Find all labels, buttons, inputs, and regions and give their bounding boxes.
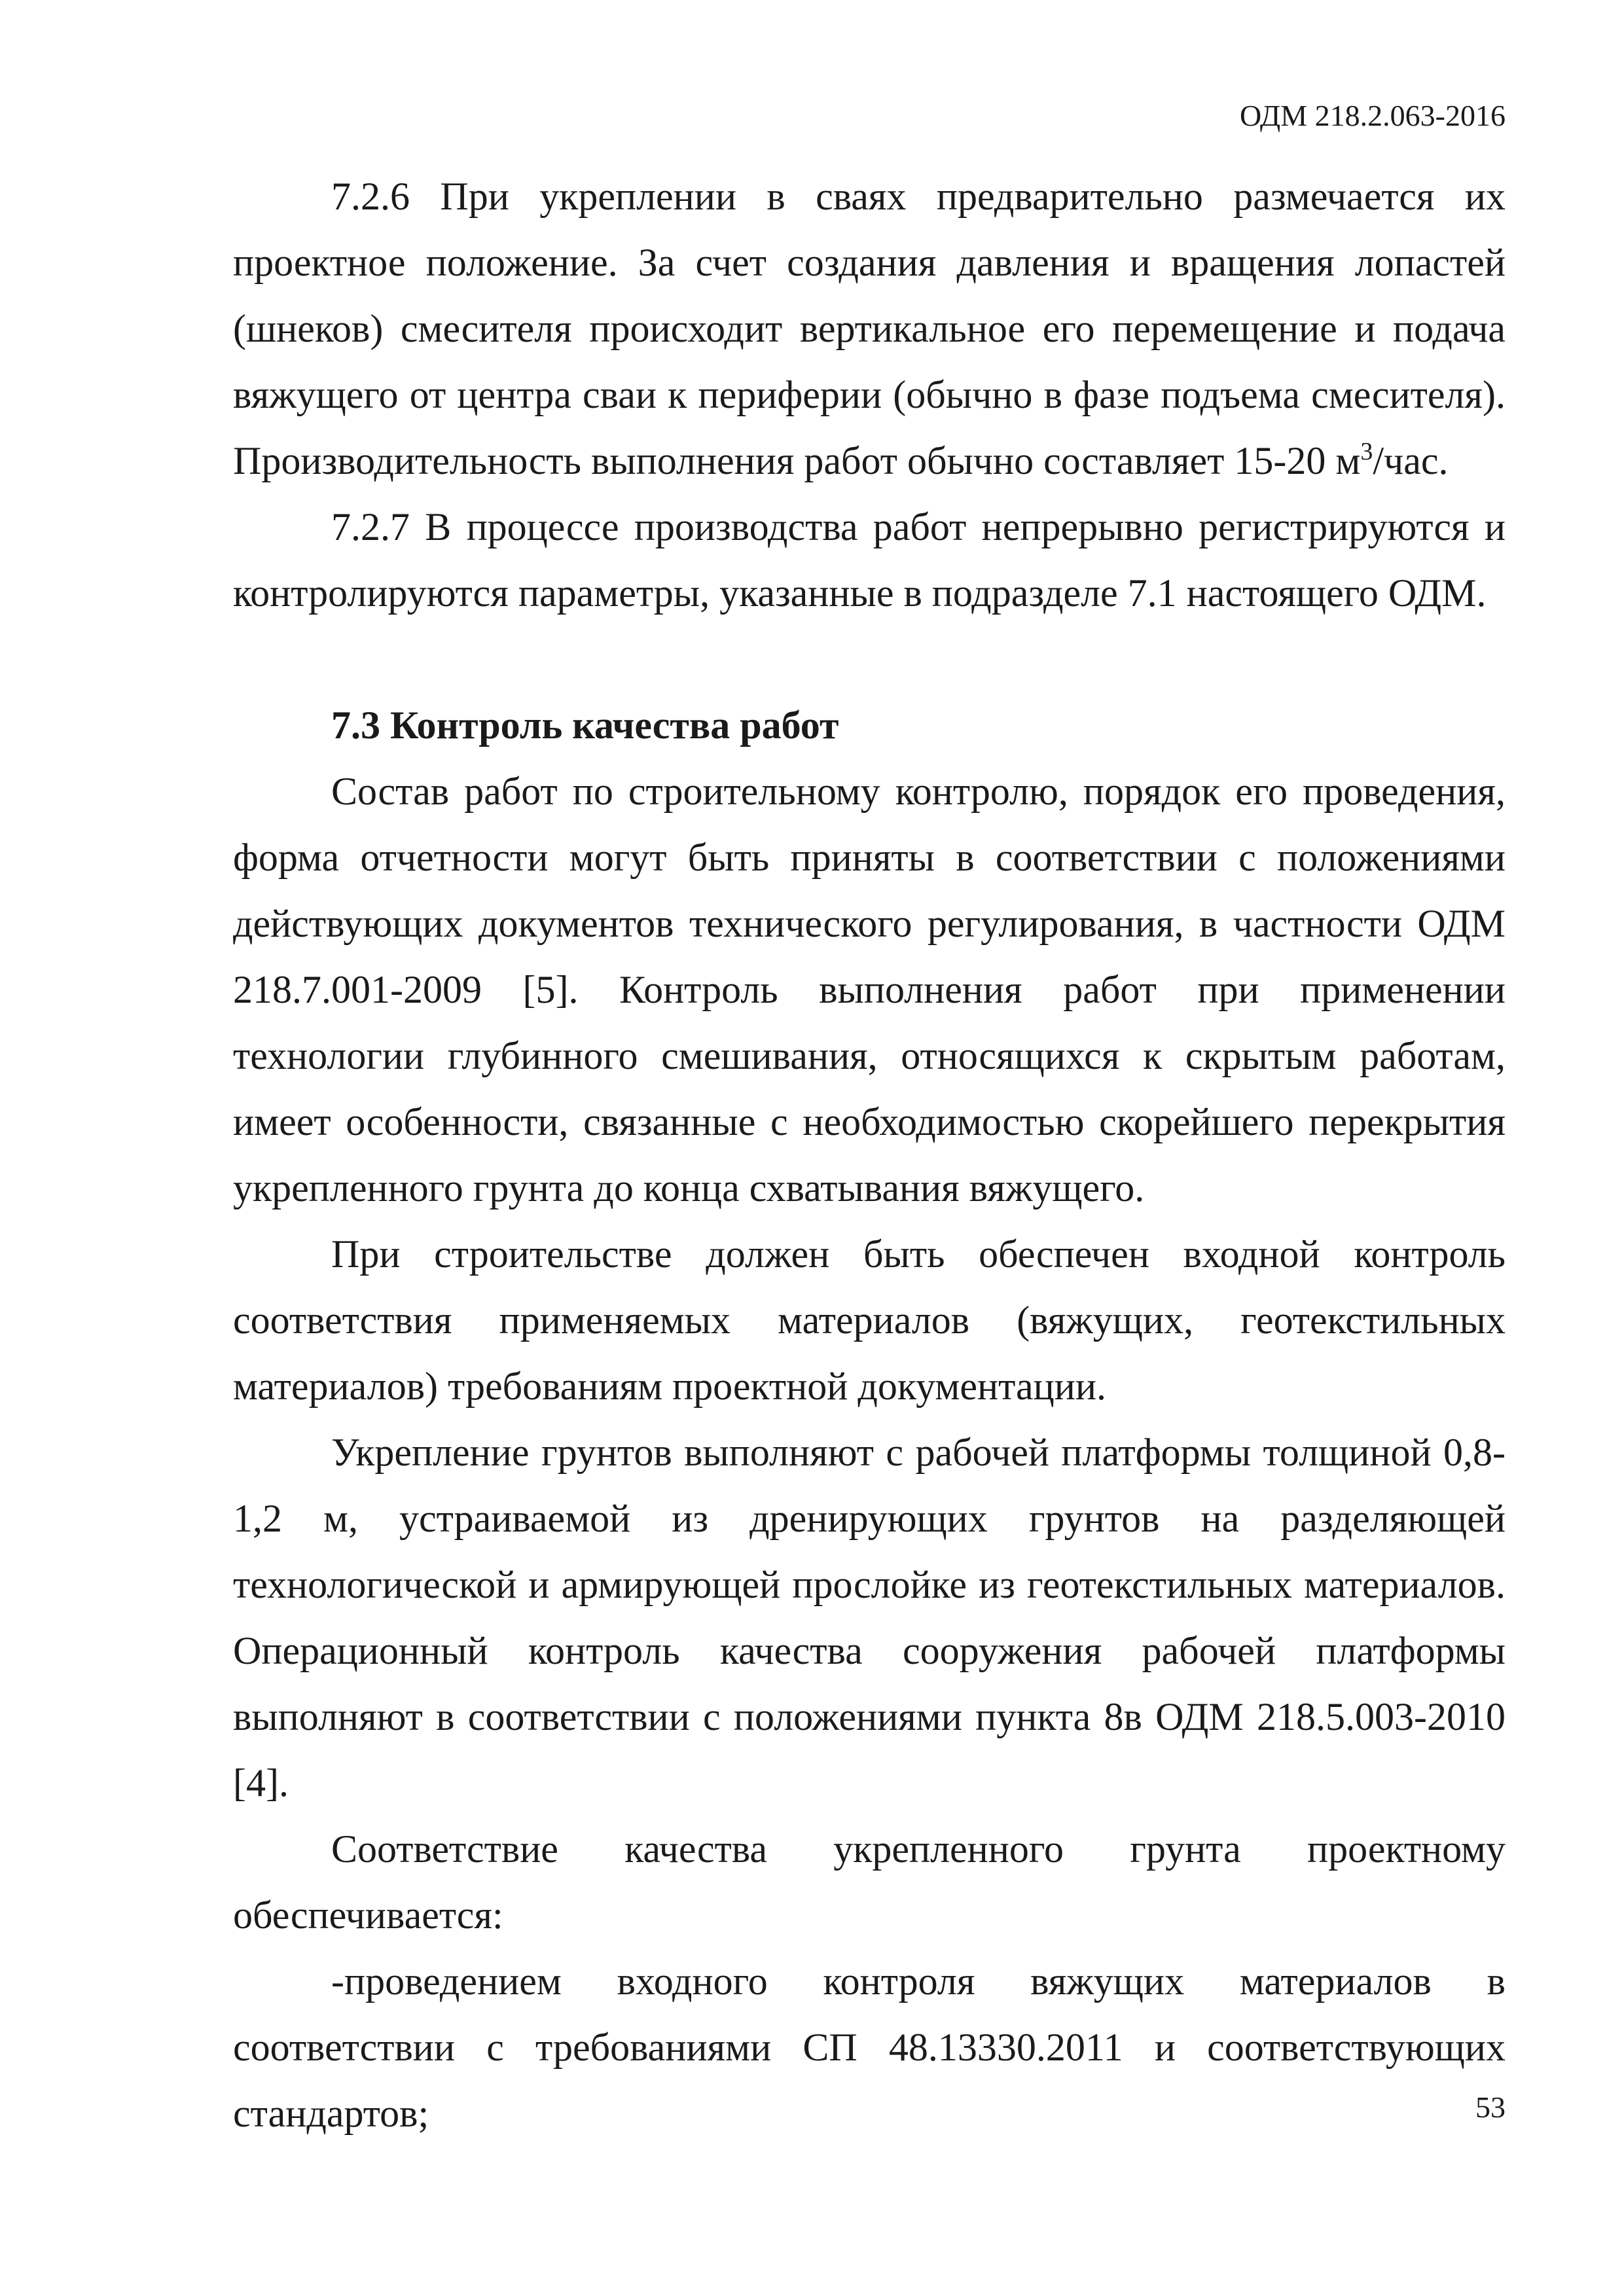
paragraph-7-2-6 [233, 164, 1506, 494]
paragraph-7-2-7: 7.2.7 В процессе производства работ непрерывно регистрируются и контролируются параметры, указанные в подразделе 7.1 настоящего ОДМ. [233, 505, 1506, 615]
section-spacer [233, 626, 1506, 692]
page-number: 53 [1475, 2090, 1506, 2124]
paragraph-input-control: При строительстве должен быть обеспечен входной контроль соответствия применяемых материалов (вяжущих, геотекстильных материалов) требованиям проектной документации. [233, 1232, 1506, 1408]
document-code-header: ОДМ 218.2.063-2016 [1239, 99, 1506, 132]
paragraph-control-composition: Состав работ по строительному контролю, порядок его проведения, форма отчетности могут быть приняты в соответствии с положениями действующих документов технического регулирования, в частности ОДМ 218.7.001-2009 [5]. Контроль выполнения работ при применении технологии глубинного смешивания, относящихся к скрытым работам, имеет особенности, связанные с необходимостью скорейшего перекрытия укрепленного грунта до конца схватывания вяжущего. [233, 770, 1506, 1210]
document-body [233, 164, 1506, 2147]
paragraph-7-2-6-unit: /час. [1373, 439, 1449, 482]
section-heading-7-3: 7.3 Контроль качества работ [331, 704, 839, 747]
document-page [233, 0, 1506, 2296]
paragraph-working-platform: Укрепление грунтов выполняют с рабочей платформы толщиной 0,8-1,2 м, устраиваемой из дренирующих грунтов на разделяющей технологической и армирующей прослойке из геотекстильных материалов. Операционный контроль качества сооружения рабочей платформы выполняют в соответствии с положениями пункта 8в ОДМ 218.5.003-2010 [4]. [233, 1431, 1506, 1804]
list-item-input-control: -проведением входного контроля вяжущих материалов в соответствии с требованиями СП 48.13330.2011 и соответствующих стандартов; [233, 1960, 1506, 2135]
paragraph-7-2-6-text: 7.2.6 При укреплении в сваях предварительно размечается их проектное положение. За счет создания давления и вращения лопастей (шнеков) смесителя происходит вертикальное его перемещение и подача вяжущего от центра сваи к периферии (обычно в фазе подъема смесителя). Производительность выполнения работ обычно составляет 15-20 м [233, 175, 1506, 482]
cubic-superscript: 3 [1360, 438, 1373, 465]
paragraph-quality-conformity: Соответствие качества укрепленного грунта проектному обеспечивается: [233, 1827, 1506, 1937]
